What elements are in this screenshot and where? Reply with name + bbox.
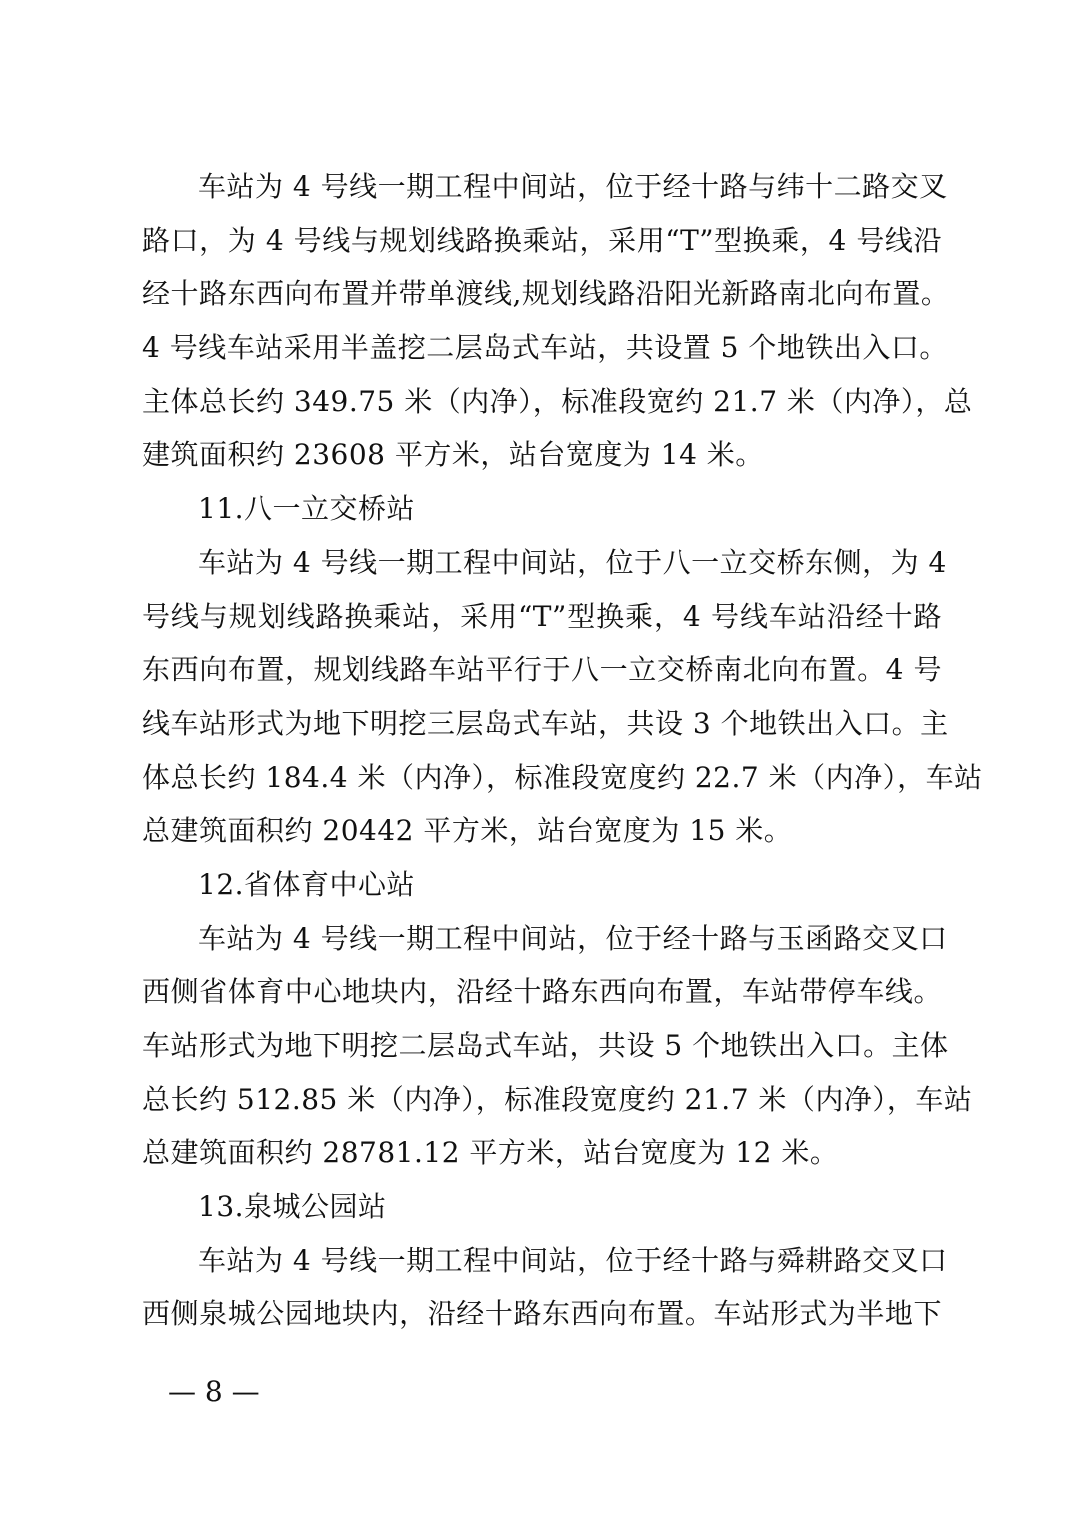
section-heading-quancheng-park-station: 13.泉城公园站 bbox=[198, 1190, 387, 1224]
paragraph-line: 西侧省体育中心地块内，沿经十路东西向布置，车站带停车线。 bbox=[142, 975, 942, 1009]
paragraph-line: 路口，为 4 号线与规划线路换乘站，采用“T”型换乘，4 号线沿 bbox=[142, 223, 942, 257]
paragraph-line: 车站为 4 号线一期工程中间站，位于经十路与舜耕路交叉口 bbox=[198, 1243, 948, 1277]
paragraph-line: 总建筑面积约 20442 平方米，站台宽度为 15 米。 bbox=[142, 814, 793, 848]
paragraph-line: 线车站形式为地下明挖三层岛式车站，共设 3 个地铁出入口。主 bbox=[142, 706, 949, 740]
page-number: — 8 — bbox=[168, 1375, 260, 1408]
section-heading-bayi-overpass-station: 11.八一立交桥站 bbox=[198, 492, 416, 526]
paragraph-line: 主体总长约 349.75 米（内净），标准段宽约 21.7 米（内净），总 bbox=[142, 384, 973, 418]
paragraph-line: 建筑面积约 23608 平方米，站台宽度为 14 米。 bbox=[142, 438, 764, 472]
paragraph-line: 车站为 4 号线一期工程中间站，位于经十路与玉函路交叉口 bbox=[198, 921, 948, 955]
paragraph-line: 号线与规划线路换乘站，采用“T”型换乘，4 号线车站沿经十路 bbox=[142, 599, 942, 633]
section-heading-provincial-sports-center-station: 12.省体育中心站 bbox=[198, 867, 416, 901]
paragraph-line: 车站为 4 号线一期工程中间站，位于八一立交桥东侧，为 4 bbox=[198, 545, 947, 579]
paragraph-line: 车站为 4 号线一期工程中间站，位于经十路与纬十二路交叉 bbox=[198, 170, 948, 203]
paragraph-line: 体总长约 184.4 米（内净），标准段宽度约 22.7 米（内净），车站 bbox=[142, 760, 983, 794]
document-body bbox=[142, 160, 983, 1341]
paragraph-line: 东西向布置，规划线路车站平行于八一立交桥南北向布置。4 号 bbox=[142, 653, 942, 687]
paragraph-line: 经十路东西向布置并带单渡线,规划线路沿阳光新路南北向布置。 bbox=[142, 277, 950, 311]
paragraph-line: 总建筑面积约 28781.12 平方米，站台宽度为 12 米。 bbox=[142, 1136, 839, 1170]
paragraph-line: 西侧泉城公园地块内，沿经十路东西向布置。车站形式为半地下 bbox=[142, 1297, 942, 1331]
paragraph-line: 4 号线车站采用半盖挖二层岛式车站，共设置 5 个地铁出入口。 bbox=[142, 331, 948, 365]
paragraph-line: 车站形式为地下明挖二层岛式车站，共设 5 个地铁出入口。主体 bbox=[142, 1029, 949, 1062]
paragraph-line: 总长约 512.85 米（内净），标准段宽度约 21.7 米（内净），车站 bbox=[142, 1082, 973, 1116]
